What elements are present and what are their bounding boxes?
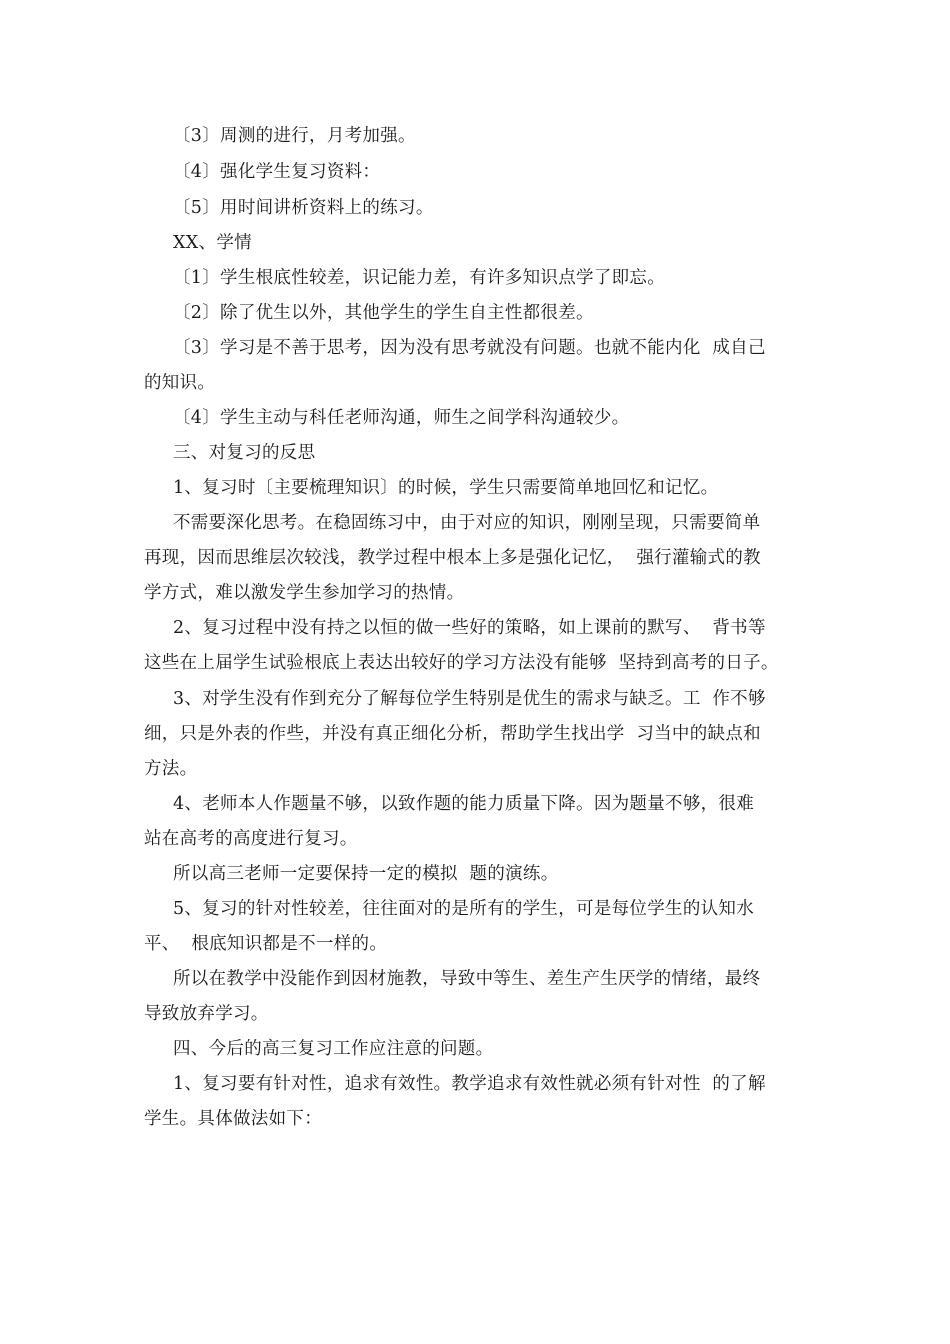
text-line: 不需要深化思考。在稳固练习中，由于对应的知识，刚刚呈现，只需要简单	[173, 513, 761, 533]
text-line: 5、复习的针对性较差，往往面对的是所有的学生，可是每位学生的认知水	[173, 899, 755, 919]
text-line: 所以在教学中没能作到因材施教，导致中等生、差生产生厌学的情绪，最终	[173, 969, 761, 989]
text-line: 3、对学生没有作到充分了解每位学生特别是优生的需求与缺乏。工 作不够	[173, 689, 766, 709]
section-heading: 四、今后的高三复习工作应注意的问题。	[173, 1039, 494, 1059]
text-line: 1、复习要有针对性，追求有效性。教学追求有效性就必须有针对性 的了解	[173, 1074, 766, 1094]
text-line: 2、复习过程中没有持之以恒的做一些好的策略，如上课前的默写、 背书等	[173, 618, 766, 638]
text-line: 〔1〕学生根底性较差，识记能力差，有许多知识点学了即忘。	[173, 268, 666, 288]
text-line: 所以高三老师一定要保持一定的模拟 题的演练。	[173, 864, 559, 884]
text-line: 这些在上届学生试验根底上表达出较好的学习方法没有能够 坚持到高考的日子。	[144, 653, 779, 673]
text-line: 〔5〕用时间讲析资料上的练习。	[173, 198, 434, 218]
text-line: 导致放弃学习。	[144, 1004, 269, 1024]
section-heading: 三、对复习的反思	[173, 443, 316, 463]
text-line: 细，只是外表的作些，并没有真正细化分析，帮助学生找出学 习当中的缺点和	[144, 724, 761, 744]
text-line: 学方式，难以激发学生参加学习的热情。	[144, 583, 465, 603]
text-line: 〔3〕学习是不善于思考，因为没有思考就没有问题。也就不能内化 成自己	[173, 338, 766, 358]
text-line: 〔3〕周测的进行，月考加强。	[173, 126, 416, 146]
text-line: 〔2〕除了优生以外，其他学生的学生自主性都很差。	[173, 303, 594, 323]
text-line: 学生。具体做法如下：	[144, 1109, 322, 1129]
text-line: 站在高考的高度进行复习。	[144, 829, 358, 849]
text-line: 再现，因而思维层次较浅，教学过程中根本上多是强化记忆， 强行灌输式的教	[144, 548, 761, 568]
text-line: 的知识。	[144, 373, 216, 393]
text-line: 〔4〕学生主动与科任老师沟通，师生之间学科沟通较少。	[173, 408, 630, 428]
text-line: 方法。	[144, 759, 198, 779]
text-line: 4、老师本人作题量不够，以致作题的能力质量下降。因为题量不够，很难	[173, 794, 755, 814]
section-heading: XX、学情	[173, 233, 252, 253]
text-line: 1、复习时〔主要梳理知识〕的时候，学生只需要简单地回忆和记忆。	[173, 478, 719, 498]
text-line: 平、 根底知识都是不一样的。	[144, 934, 388, 954]
text-line: 〔4〕强化学生复习资料：	[173, 162, 381, 182]
